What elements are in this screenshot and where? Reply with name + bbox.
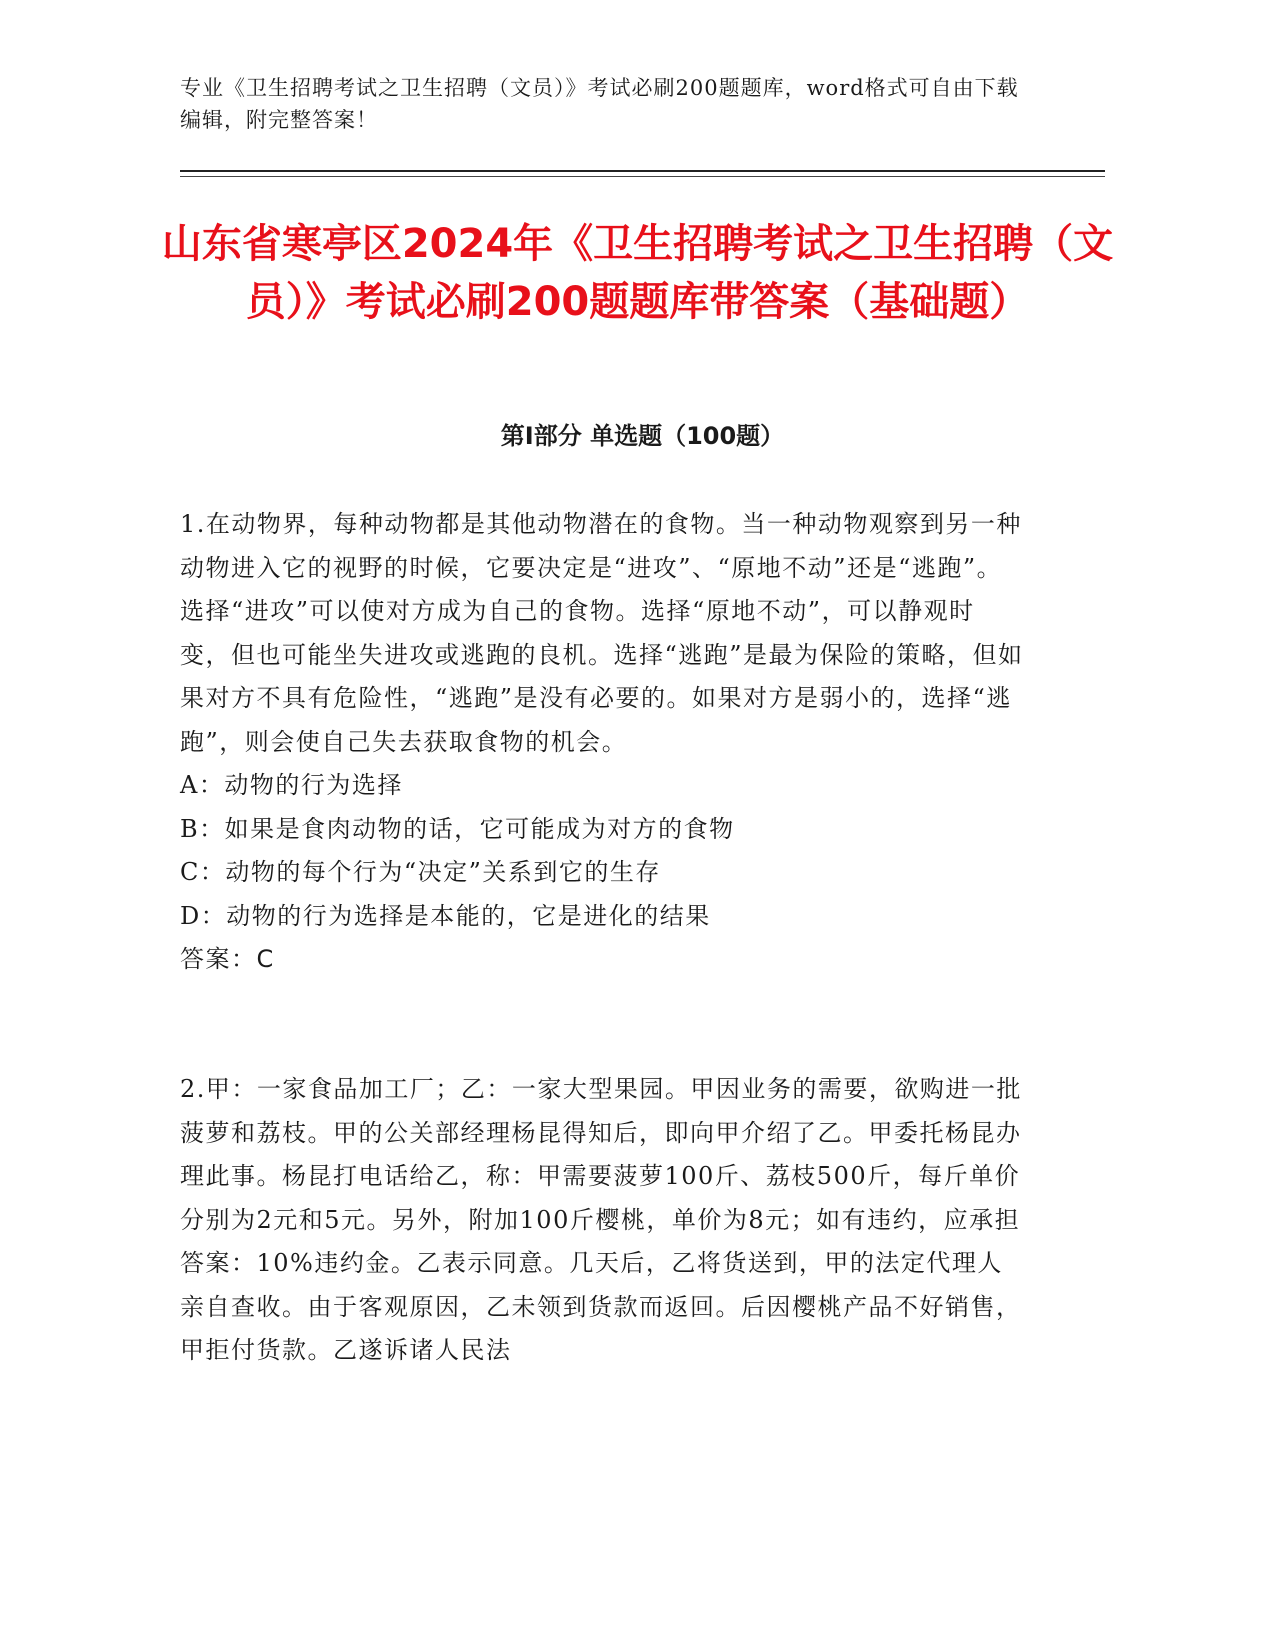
header-divider-thick	[180, 170, 1105, 172]
question-1	[180, 503, 1025, 982]
question-2	[180, 1068, 1025, 1373]
option-b: B：如果是食肉动物的话，它可能成为对方的食物	[180, 814, 735, 843]
answer-line: 答案：C	[180, 945, 275, 973]
header-intro: 专业《卫生招聘考试之卫生招聘（文员）》考试必刷200题题库，word格式可自由下载编辑，附完整答案！	[180, 76, 1019, 132]
option-d: D：动物的行为选择是本能的，它是进化的结果	[180, 901, 711, 930]
question-text: 1.在动物界，每种动物都是其他动物潜在的食物。当一种动物观察到另一种动物进入它的视野的时候，它要决定是“进攻”、“原地不动”还是“逃跑”。选择“进攻”可以使对方成为自己的食物。选择“原地不动”，可以静观时变，但也可能坐失进攻或逃跑的良机。选择“逃跑”是最为保险的策略，但如果对方不具有危险性，“逃跑”是没有必要的。如果对方是弱小的，选择“逃跑”，则会使自己失去获取食物的机会。	[180, 510, 1024, 756]
question-text: 2.甲：一家食品加工厂；乙：一家大型果园。甲因业务的需要，欲购进一批菠萝和荔枝。甲的公关部经理杨昆得知后，即向甲介绍了乙。甲委托杨昆办理此事。杨昆打电话给乙，称：甲需要菠萝100斤、荔枝500斤，每斤单价分别为2元和5元。另外，附加100斤樱桃，单价为8元；如有违约，应承担答案：10%违约金。乙表示同意。几天后，乙将货送到，甲的法定代理人亲自查收。由于客观原因，乙未领到货款而返回。后因樱桃产品不好销售，甲拒付货款。乙遂诉诸人民法	[180, 1075, 1022, 1364]
part-heading: 第Ⅰ部分 单选题（100题）	[500, 422, 785, 450]
option-a: A：动物的行为选择	[180, 771, 403, 799]
header-divider-thin	[180, 176, 1105, 177]
option-c: C：动物的每个行为“决定”关系到它的生存	[180, 858, 661, 886]
document-title: 山东省寒亭区2024年《卫生招聘考试之卫生招聘（文员）》考试必刷200题题库带答案（基础题）	[161, 221, 1114, 325]
